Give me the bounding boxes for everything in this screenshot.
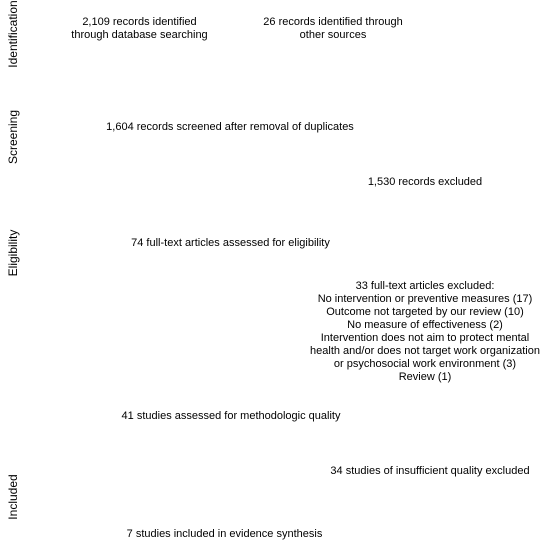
exclusion-reason: Review (1) [398, 371, 452, 383]
box-quality-excluded: 34 studies of insufficient quality excluded [330, 465, 530, 477]
box-database-search [62, 16, 217, 42]
exclusion-reason: or psychosocial work environment (3) [333, 358, 517, 370]
phase-label-eligibility: Eligibility [6, 229, 20, 277]
exclusion-reason: No measure of effectiveness (2) [347, 319, 503, 331]
exclusion-reason: No intervention or preventive measures (17) [317, 293, 533, 305]
exclusion-reason: health and/or does not target work organization [310, 345, 540, 357]
phase-label-included: Included [6, 474, 20, 520]
exclusion-reason: Outcome not targeted by our review (10) [326, 306, 524, 318]
box-fulltext-excluded [300, 280, 550, 384]
fulltext-excluded-title: 33 full-text articles excluded: [355, 280, 495, 292]
other-sources-line2: other sources [299, 29, 367, 41]
database-search-line2: through database searching [71, 29, 208, 41]
box-other-sources [248, 16, 418, 42]
database-search-line1: 2,109 records identified [82, 16, 197, 28]
box-fulltext-assessed: 74 full-text articles assessed for eligibility [131, 237, 330, 249]
phase-label-identification: Identification [6, 0, 20, 68]
exclusion-reason: Intervention does not aim to protect mental [320, 332, 530, 344]
box-included-synthesis: 7 studies included in evidence synthesis [126, 528, 323, 540]
box-screened: 1,604 records screened after removal of duplicates [106, 121, 354, 133]
box-excluded-records: 1,530 records excluded [367, 176, 483, 188]
other-sources-line1: 26 records identified through [263, 16, 403, 28]
phase-label-screening: Screening [6, 109, 20, 165]
box-quality-assessed: 41 studies assessed for methodologic quality [121, 410, 341, 422]
